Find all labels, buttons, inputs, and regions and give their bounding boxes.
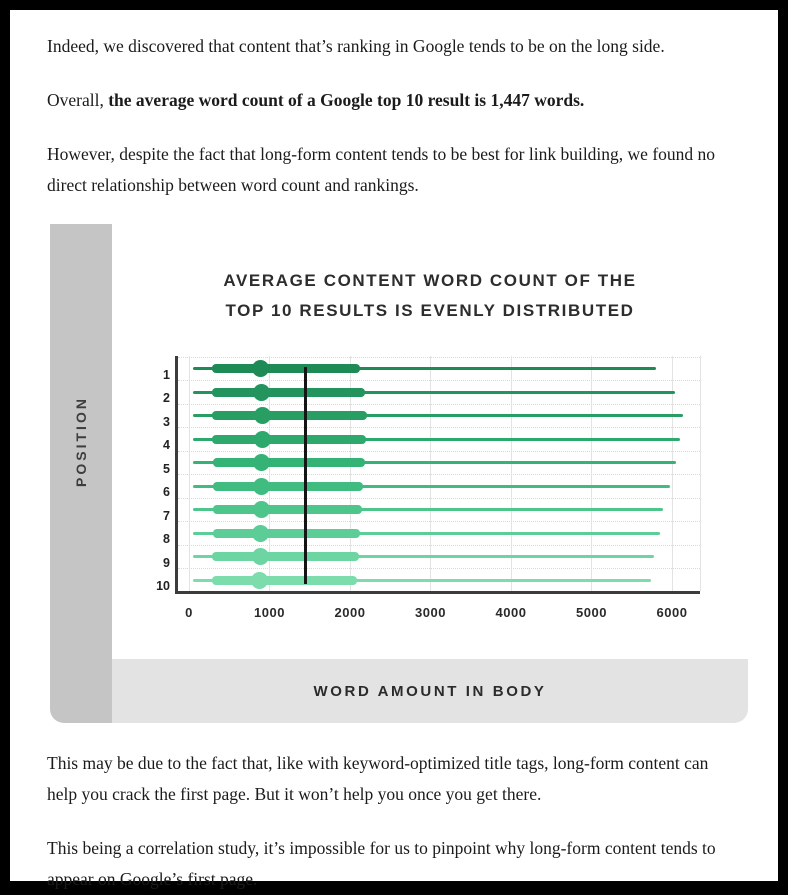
x-tick-label: 4000: [495, 605, 527, 620]
paragraph-intro-3: However, despite the fact that long-form content tends to be best for link building, we found no direct relationship between word count and rankings.: [47, 144, 716, 195]
median-dot: [254, 431, 271, 448]
median-dot: [253, 478, 270, 495]
h-gridline: [178, 380, 700, 381]
position-row-label: 2: [163, 391, 170, 405]
x-axis-line: [175, 591, 700, 594]
x-tick-label: 3000: [415, 605, 446, 620]
x-tick-label: 1000: [254, 605, 285, 620]
chart-title: [112, 266, 748, 326]
plot-right-border: [700, 356, 701, 591]
iqr-bar: [213, 529, 360, 538]
median-dot: [253, 454, 270, 471]
word-count-distribution-chart: [50, 224, 748, 723]
h-gridline: [178, 451, 700, 452]
paragraph-intro-2-prefix: Overall,: [47, 90, 109, 110]
x-tick-label: 2000: [334, 605, 366, 620]
paragraph-intro-2: [47, 85, 741, 116]
h-gridline: [178, 474, 700, 475]
h-gridline: [178, 404, 700, 405]
median-dot: [253, 501, 270, 518]
position-row-label: 9: [163, 555, 170, 570]
h-gridline: [178, 545, 700, 546]
h-gridline: [178, 498, 700, 499]
x-tick-label: 5000: [576, 605, 607, 620]
iqr-bar: [212, 388, 365, 397]
position-row-label: 4: [163, 438, 170, 452]
article-content: [10, 10, 778, 895]
position-row-label: 10: [156, 579, 170, 593]
position-row-label: 1: [163, 367, 170, 382]
average-1447-marker-line: [304, 367, 307, 584]
paragraph-outro-1: This may be due to the fact that, like with keyword-optimized title tags, long-form content can help you crack the first page. But it won’t help you once you get there.: [47, 753, 709, 804]
iqr-bar: [213, 458, 366, 467]
v-gridline: [189, 356, 190, 591]
position-row-label: 5: [163, 461, 170, 476]
y-axis-title: [50, 224, 112, 659]
h-gridline: [178, 357, 700, 358]
h-gridline: [178, 427, 700, 428]
position-row-label: 6: [163, 485, 170, 499]
x-axis-title-text: WORD AMOUNT IN BODY: [313, 682, 547, 700]
iqr-bar: [212, 364, 360, 373]
iqr-bar: [212, 576, 358, 585]
average-word-count-highlight: the average word count of a Google top 10 result is 1,447 words.: [108, 90, 585, 110]
iqr-bar: [212, 552, 359, 561]
article-page: [10, 10, 778, 889]
median-dot: [252, 525, 269, 542]
position-row-label: 8: [163, 532, 170, 546]
median-dot: [251, 572, 268, 589]
x-axis-title-band: [112, 659, 748, 723]
x-tick-label: 0: [185, 605, 193, 620]
chart-title-line1: AVERAGE CONTENT WORD COUNT OF THE: [223, 271, 637, 290]
median-dot: [252, 360, 269, 377]
iqr-bar: [212, 411, 367, 420]
y-axis-line: [175, 356, 178, 594]
median-dot: [254, 407, 271, 424]
paragraph-outro-2: This being a correlation study, it’s impossible for us to pinpoint why long-form content tends to appear on Google’s first page.: [47, 838, 716, 889]
iqr-bar: [213, 482, 364, 491]
paragraph-intro-1: Indeed, we discovered that content that’s ranking in Google tends to be on the long side.: [47, 36, 665, 56]
h-gridline: [178, 568, 700, 569]
x-tick-label: 6000: [656, 605, 688, 620]
position-row-label: 3: [163, 414, 170, 429]
chart-title-line2: TOP 10 RESULTS IS EVENLY DISTRIBUTED: [225, 301, 635, 320]
y-axis-title-text: POSITION: [72, 396, 89, 487]
median-dot: [253, 384, 270, 401]
iqr-bar: [212, 435, 366, 444]
position-row-label: 7: [163, 508, 170, 523]
h-gridline: [178, 521, 700, 522]
iqr-bar: [213, 505, 362, 514]
median-dot: [252, 548, 269, 565]
